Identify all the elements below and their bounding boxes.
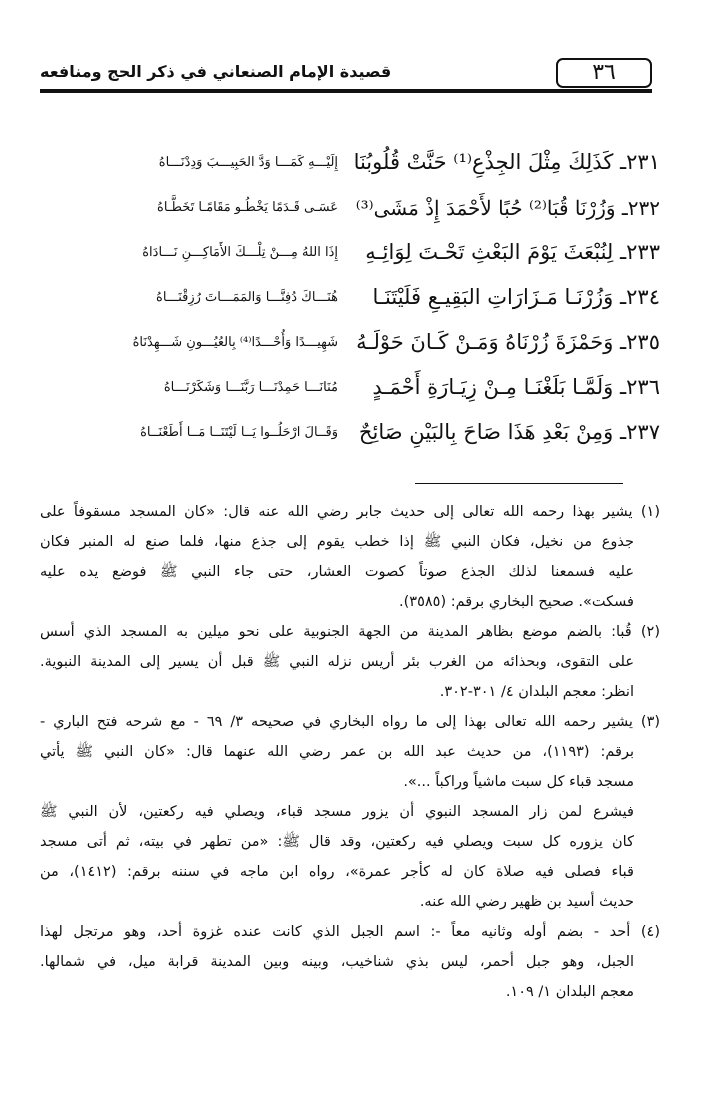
- poem: [40, 140, 660, 455]
- verse-second-hemistich: إِلَيْـــهِ كَمَـــا وَدَّ الحَبِيـــبَ وَدِدْنَـــاهُ: [158, 154, 339, 170]
- verse-first-hemistich: [352, 150, 660, 175]
- verse: [40, 365, 660, 410]
- footnote-line: مسجد قباء كل سبت ماشياً وراكباً ...».: [403, 774, 634, 790]
- footnote-line: عليه فسمعنا لذلك الجذع صوتاً كصوت العشار، حتى جاء النبي ﷺ فوضع يده عليه: [40, 564, 634, 580]
- verse-first-hemistich: [352, 420, 660, 445]
- verse: [40, 185, 660, 230]
- verse-first-hemistich: [352, 375, 660, 400]
- footnote-line: جذوع من نخيل، فكان النبي ﷺ إذا خطب يقوم إلى جذع منها، فلما صنع له المنبر فكان: [40, 534, 634, 550]
- footnotes: [40, 497, 660, 1007]
- verse-first-hemistich: [352, 285, 660, 310]
- verse-second-hemistich: وَقَــالَ ارْحَلُــوا يَــا لَيْتَنَــا مَــا أَطَعْنَــاهُ: [140, 424, 339, 440]
- verse-second-hemistich: شَهِيـــدًا وَأُحْـــدًا⁽⁴⁾ بِالعُيُـــونِ شَـــهِدْنَاهُ: [132, 334, 339, 350]
- footnote-line: انظر: معجم البلدان ٤/ ٣٠١-٣٠٢.: [439, 684, 634, 700]
- footnote-separator: [415, 483, 623, 484]
- verse-second-hemistich: إِذَا اللهُ مِـــنْ تِلْـــكَ الأَمَاكِـــنِ نَـــادَاهُ: [142, 244, 339, 260]
- verse-first-hemistich: [352, 240, 660, 265]
- verse: [40, 275, 660, 320]
- verse-number: ٢٣٦: [626, 374, 660, 399]
- footnote-line: (٣) يشير رحمه الله تعالى بهذا إلى ما رواه البخاري في صحيحه ٣/ ٦٩ - مع شرحه فتح الباري -: [40, 714, 661, 730]
- verse-first-text: ـ وَزُرْنَا قُبَا⁽²⁾ حُبًا لأَحْمَدَ إِذْ مَشَى⁽³⁾: [355, 195, 628, 220]
- footnote-line: برقم: (١١٩٣)، من حديث عبد الله بن عمر رضي الله عنهما قال: «كان النبي ﷺ يأتي: [40, 744, 634, 760]
- footnote-line: على التقوى، وبحذائه من الغرب بئر أريس نزله النبي ﷺ قبل أن يسير إلى المدينة النبوية.: [40, 654, 634, 670]
- verse-first-text: ـ لِنُبْعَثَ يَوْمَ البَعْثِ تَحْـتَ لِوَائِـهِ: [365, 239, 627, 264]
- verse-number: ٢٣٧: [626, 419, 660, 444]
- footnote-line: (٢) قُبا: بالضم موضع بظاهر المدينة من الجهة الجنوبية على نحو ميلين به المسجد الذي أسس: [40, 624, 660, 640]
- verse-first-hemistich: [352, 196, 660, 220]
- verse-number: ٢٣٥: [626, 329, 660, 354]
- header-rule: [40, 89, 652, 93]
- verse-second-hemistich: هُنَـــاكَ دُفِنَّـــا وَالمَمَـــاتَ رُزِقْنَـــاهُ: [156, 289, 339, 305]
- footnote-line: (١) يشير بهذا رحمه الله تعالى إلى حديث جابر رضي الله عنه قال: «كان المسجد مسقوفاً على: [40, 504, 660, 520]
- verse: [40, 140, 660, 185]
- footnote-line: فيشرع لمن زار المسجد النبوي أن يزور مسجد قباء، ويصلي فيه ركعتين، لأن النبي ﷺ: [40, 804, 634, 820]
- running-title: قصيدة الإمام الصنعاني في ذكر الحج ومنافعه: [40, 62, 392, 81]
- verse-first-text: ـ وَمِنْ بَعْدِ هَذَا صَاحَ بِالبَيْنِ صَائِحٌ: [358, 419, 627, 444]
- verse-first-text: ـ وَزُرْنَـا مَـزَارَاتِ البَقِيـعِ فَلَيْتَنَـا: [372, 284, 627, 309]
- verse-first-text: ـ كَذَلِكَ مِثْلَ الجِذْعِ⁽¹⁾ حَنَّتْ قُلُوبُنَا: [353, 149, 627, 174]
- verse: [40, 320, 660, 365]
- verse-number: ٢٣٤: [626, 284, 660, 309]
- verse-second-hemistich: مُنَانَـــا حَمِدْنَـــا رَبَّنَـــا وَشَكَرْنَـــاهُ: [163, 379, 339, 395]
- verse-number: ٢٣٢: [627, 195, 660, 220]
- verse-second-hemistich: عَسَـى قَـدَمًا يَخْطُـو مَقَامًـا تَخَطَّـاهُ: [157, 199, 339, 215]
- page-header: [40, 58, 660, 92]
- verse: [40, 230, 660, 275]
- footnote-line: الجبل، وهو جبل أحمر، ليس بذي شناخيب، وبينه وبين المدينة قرابة ميل، في شمالها.: [40, 954, 634, 970]
- verse-first-text: ـ وَحَمْزَةَ زُرْنَاهُ وَمَـنْ كَـانَ حَوْلَـهُ: [356, 329, 627, 354]
- page-number: ٣٦: [556, 58, 652, 88]
- verse-first-text: ـ وَلَمَّـا بَلَغْنَـا مِـنْ زِيَـارَةِ أَحْمَـدٍ: [372, 374, 627, 399]
- verse: [40, 410, 660, 455]
- verse-first-hemistich: [352, 330, 660, 355]
- footnote-line: قباء فصلى فيه صلاة كان له كأجر عمرة»، رواه ابن ماجه في سننه برقم: (١٤١٢)، من: [40, 864, 634, 880]
- footnote-line: كان يزوره كل سبت ويصلي فيه ركعتين، وقد قال ﷺ: «من تطهر في بيته، ثم أتى مسجد: [40, 834, 634, 850]
- footnote-line: حديث أسيد بن ظهير رضي الله عنه.: [419, 894, 634, 910]
- verse-number: ٢٣١: [626, 149, 660, 174]
- footnote-line: (٤) أحد - بضم أوله وثانيه معاً -: اسم الجبل الذي كانت عنده غزوة أحد، وهو مرتجل لهذا: [40, 924, 660, 940]
- footnote-line: فسكت». صحيح البخاري برقم: (٣٥٨٥).: [399, 594, 634, 610]
- footnote-line: معجم البلدان ١/ ١٠٩.: [505, 984, 634, 1000]
- verse-number: ٢٣٣: [626, 239, 660, 264]
